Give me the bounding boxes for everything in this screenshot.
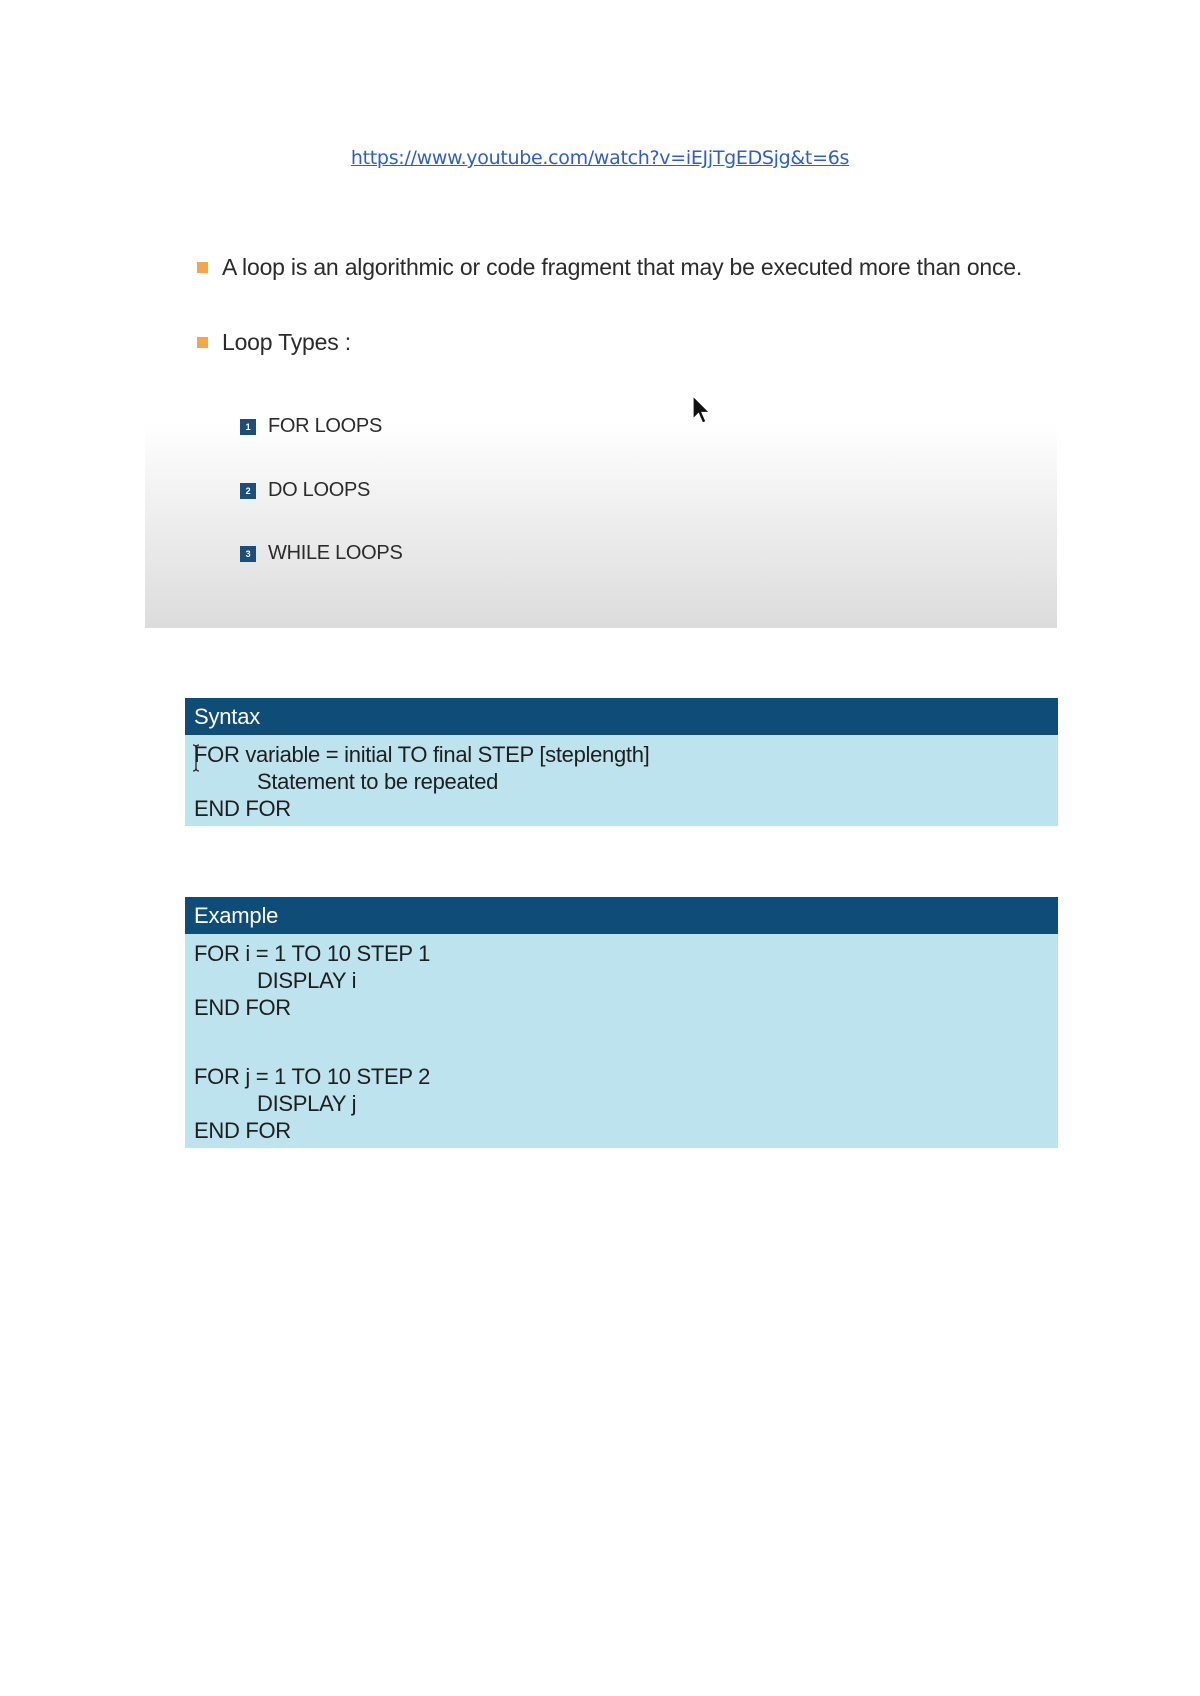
- syntax-body: [185, 735, 1058, 826]
- number-badge-icon: 1: [240, 419, 256, 435]
- number-badge-icon: 2: [240, 483, 256, 499]
- mouse-pointer-icon: [691, 395, 713, 427]
- loop-type-item: [240, 542, 403, 565]
- code-line: END FOR: [194, 796, 291, 821]
- code-line: END FOR: [194, 1118, 291, 1143]
- code-line: FOR i = 1 TO 10 STEP 1: [194, 941, 431, 966]
- code-line: DISPLAY i: [257, 968, 357, 993]
- code-spacer: [194, 1021, 1058, 1063]
- loop-type-item: [240, 479, 370, 502]
- bullet-text: Loop Types :: [222, 329, 351, 355]
- loop-type-label: WHILE LOOPS: [268, 542, 403, 564]
- slide-image: [145, 200, 1057, 628]
- loop-type-label: FOR LOOPS: [268, 415, 382, 437]
- code-line: DISPLAY j: [257, 1091, 357, 1116]
- text-cursor-icon: [192, 744, 200, 772]
- bullet-text: A loop is an algorithmic or code fragment that may be executed more than once.: [222, 254, 1023, 280]
- bullet-loop-definition: [197, 254, 1022, 281]
- bullet-square-icon: [197, 262, 208, 273]
- syntax-header: Syntax: [185, 698, 1058, 735]
- bullet-square-icon: [197, 337, 208, 348]
- loop-type-item: [240, 415, 382, 438]
- code-line: FOR variable = initial TO final STEP [steplength]: [194, 742, 650, 767]
- syntax-box: [185, 698, 1058, 826]
- bullet-loop-types: [197, 329, 351, 356]
- code-line: FOR j = 1 TO 10 STEP 2: [194, 1064, 431, 1089]
- example-body: [185, 934, 1058, 1148]
- number-badge-icon: 3: [240, 546, 256, 562]
- code-line: END FOR: [194, 995, 291, 1020]
- code-line: Statement to be repeated: [257, 769, 499, 794]
- example-box: [185, 897, 1058, 1148]
- loop-type-label: DO LOOPS: [268, 479, 371, 501]
- youtube-link[interactable]: https://www.youtube.com/watch?v=iEJjTgEDSjg&t=6s: [350, 147, 850, 169]
- example-header: Example: [185, 897, 1058, 934]
